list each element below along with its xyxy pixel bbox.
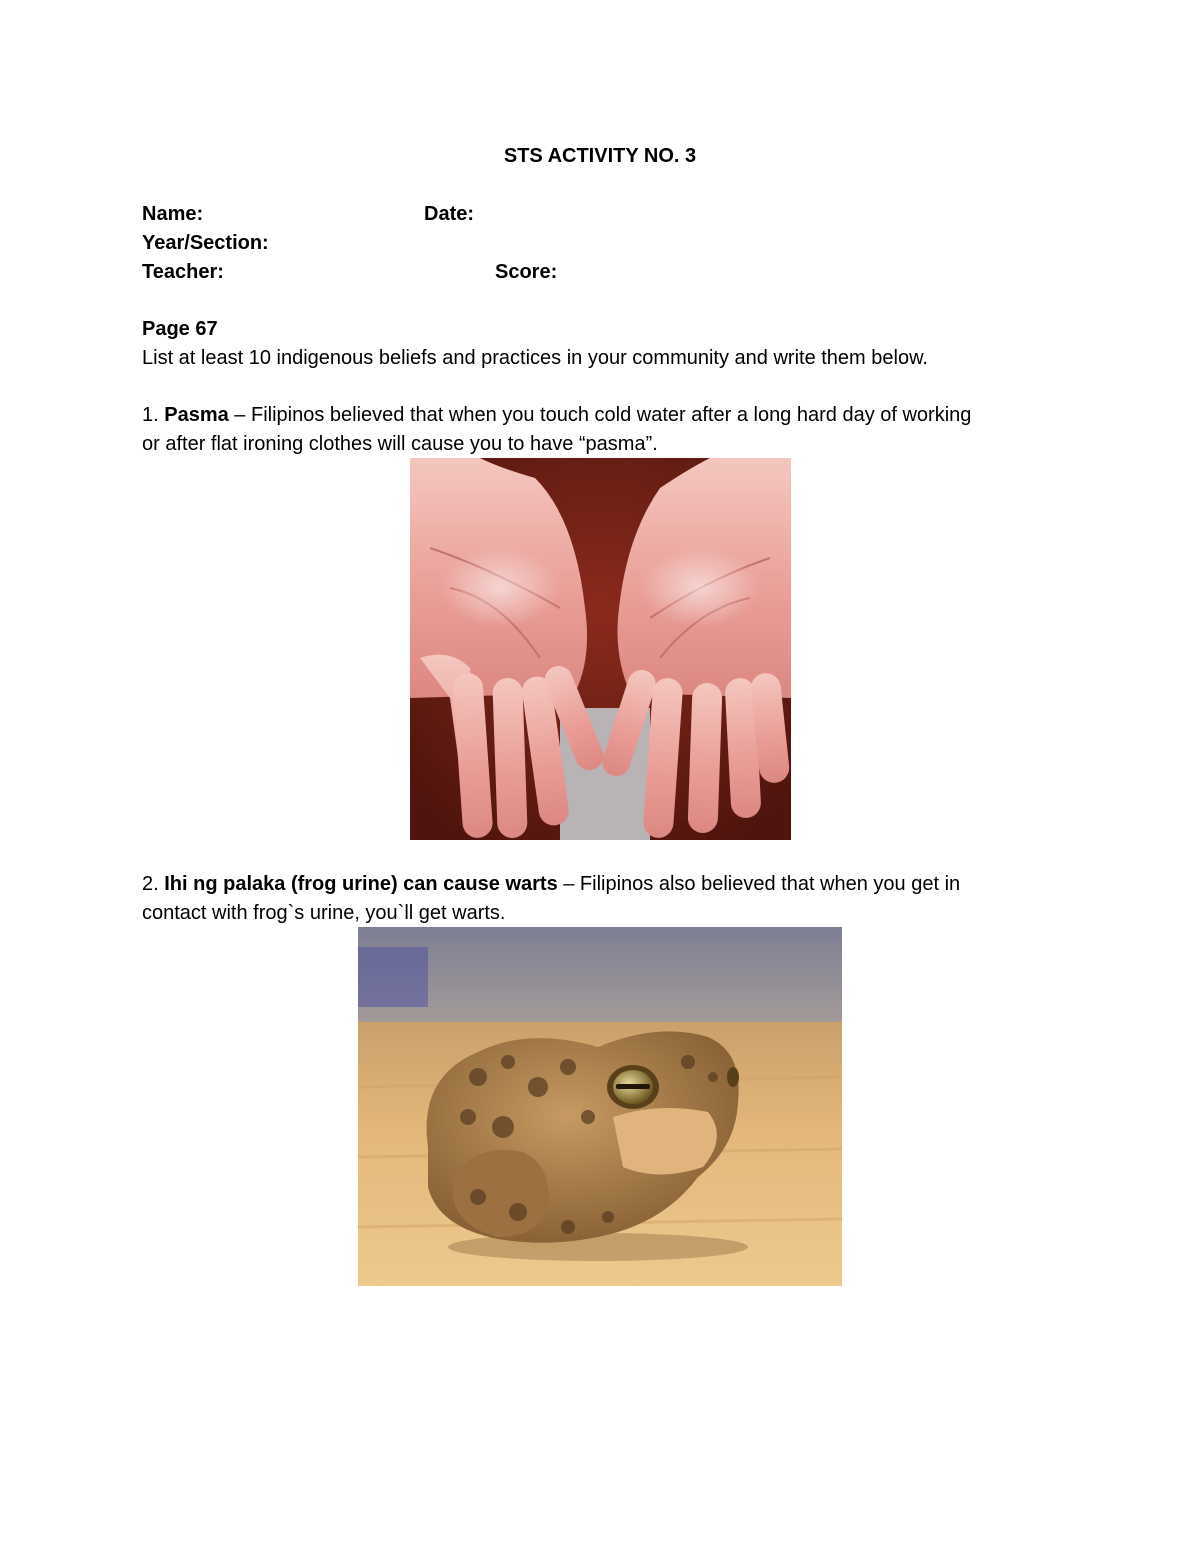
belief-item-1-line-2: or after flat ironing clothes will cause you to have “pasma”.	[142, 433, 658, 455]
toad-photo	[358, 927, 842, 1286]
item-term: Pasma	[164, 404, 229, 426]
date-field-label: Date:	[424, 203, 475, 225]
item-description: – Filipinos believed that when you touch cold water after a long hard day of working	[228, 404, 972, 426]
instruction-text: List at least 10 indigenous beliefs and practices in your community and write them below.	[142, 347, 928, 369]
belief-item-2-line-1	[142, 872, 960, 896]
teacher-field-label: Teacher:	[142, 261, 224, 283]
belief-item-2-line-2: contact with frog`s urine, you`ll get warts.	[142, 902, 506, 924]
sweaty-palms-photo	[410, 458, 791, 840]
item-description: – Filipinos also believed that when you get in	[557, 873, 961, 895]
score-field-label: Score:	[495, 261, 558, 283]
item-term: Ihi ng palaka (frog urine) can cause warts	[164, 873, 558, 895]
name-field-label: Name:	[142, 203, 204, 225]
item-number: 2.	[142, 873, 159, 895]
year-section-field-label: Year/Section:	[142, 232, 269, 254]
page-reference: Page 67	[142, 318, 218, 340]
belief-item-1-line-1	[142, 403, 971, 427]
item-number: 1.	[142, 404, 159, 426]
document-title: STS ACTIVITY NO. 3	[503, 145, 697, 167]
